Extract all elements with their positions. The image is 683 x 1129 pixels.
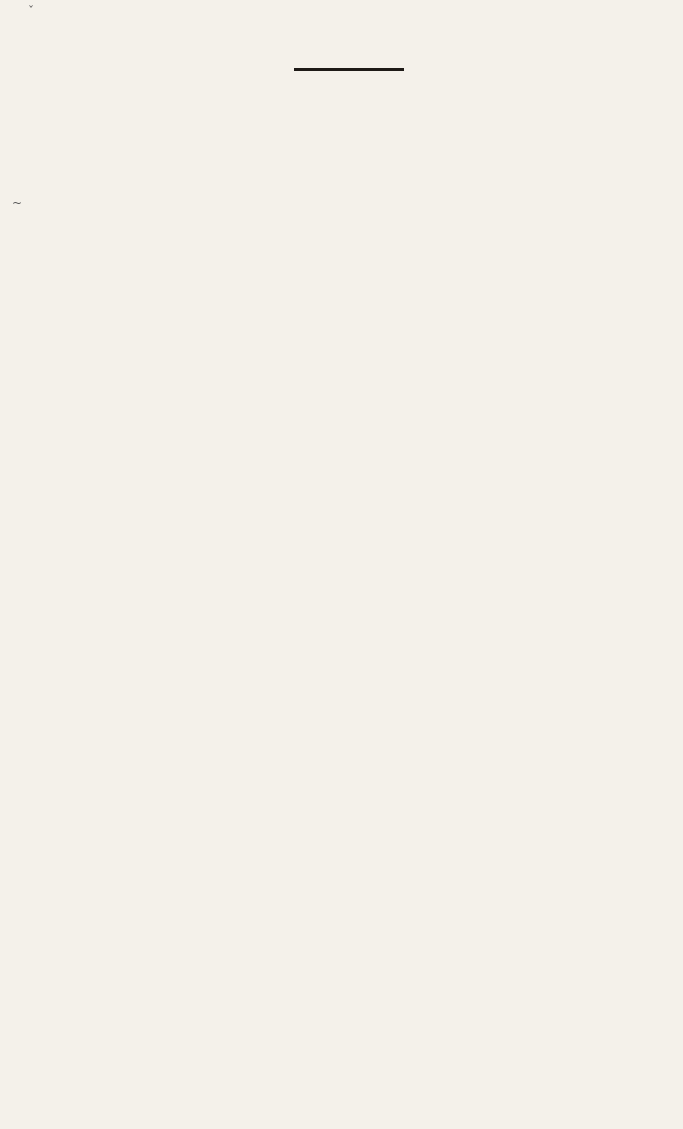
margin-mark: ~: [12, 196, 23, 210]
section-divider: [294, 68, 404, 71]
margin-mark: ˇ: [28, 4, 34, 18]
directory-entries: [55, 68, 643, 71]
page-header: [55, 28, 643, 58]
